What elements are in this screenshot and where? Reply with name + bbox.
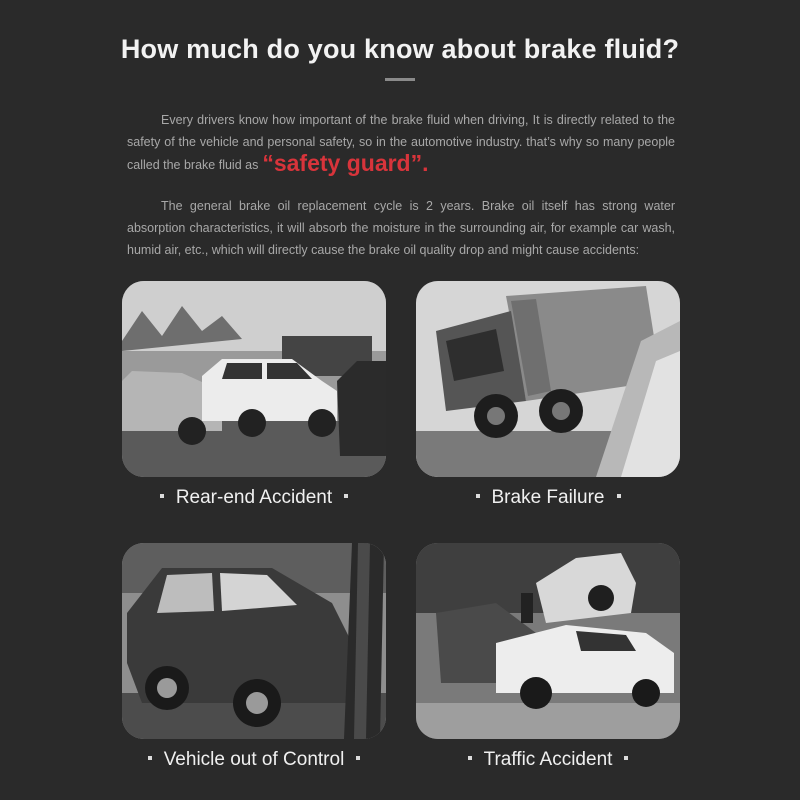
truck-brake-failure-photo <box>416 281 680 477</box>
caption-traffic-accident <box>416 749 680 771</box>
bullet-icon <box>476 494 480 498</box>
caption-vehicle-out-of-control <box>122 749 386 771</box>
card-traffic-accident <box>416 543 680 739</box>
bullet-icon <box>356 756 360 760</box>
page-title: How much do you know about brake fluid? <box>120 34 680 64</box>
bullet-icon <box>344 494 348 498</box>
multi-car-pileup-photo <box>416 543 680 739</box>
safety-guard-highlight: “safety guard”. <box>262 150 429 176</box>
caption-rear-end-accident <box>122 487 386 509</box>
bullet-icon <box>624 756 628 760</box>
intro-paragraph-1 <box>127 109 675 176</box>
rear-end-crash-photo <box>122 281 386 477</box>
card-vehicle-out-of-control <box>122 543 386 739</box>
bullet-icon <box>148 756 152 760</box>
intro-paragraph-2-text: The general brake oil replacement cycle is 2 years. Brake oil itself has strong water absorption characteristics, it will absorb the moisture in the surrounding air, for example car wash, humid air, etc., which will directly cause the brake oil quality drop and might cause accidents: <box>127 199 675 257</box>
caption-label: Vehicle out of Control <box>163 749 345 770</box>
bullet-icon <box>468 756 472 760</box>
bullet-icon <box>160 494 164 498</box>
caption-label: Rear-end Accident <box>175 487 333 508</box>
intro-paragraph-2 <box>127 195 675 261</box>
title-divider <box>385 78 415 81</box>
bullet-icon <box>617 494 621 498</box>
intro-paragraph-1-text: Every drivers know how important of the brake fluid when driving, It is directly related to the safety of the vehicle and personal safety, so in the automotive industry. that’s why so many people called the brake fluid as <box>127 113 675 172</box>
card-brake-failure <box>416 281 680 477</box>
car-hit-tree-photo <box>122 543 386 739</box>
caption-brake-failure <box>416 487 680 509</box>
card-rear-end-accident <box>122 281 386 477</box>
caption-label: Brake Failure <box>491 487 605 508</box>
caption-label: Traffic Accident <box>483 749 613 770</box>
